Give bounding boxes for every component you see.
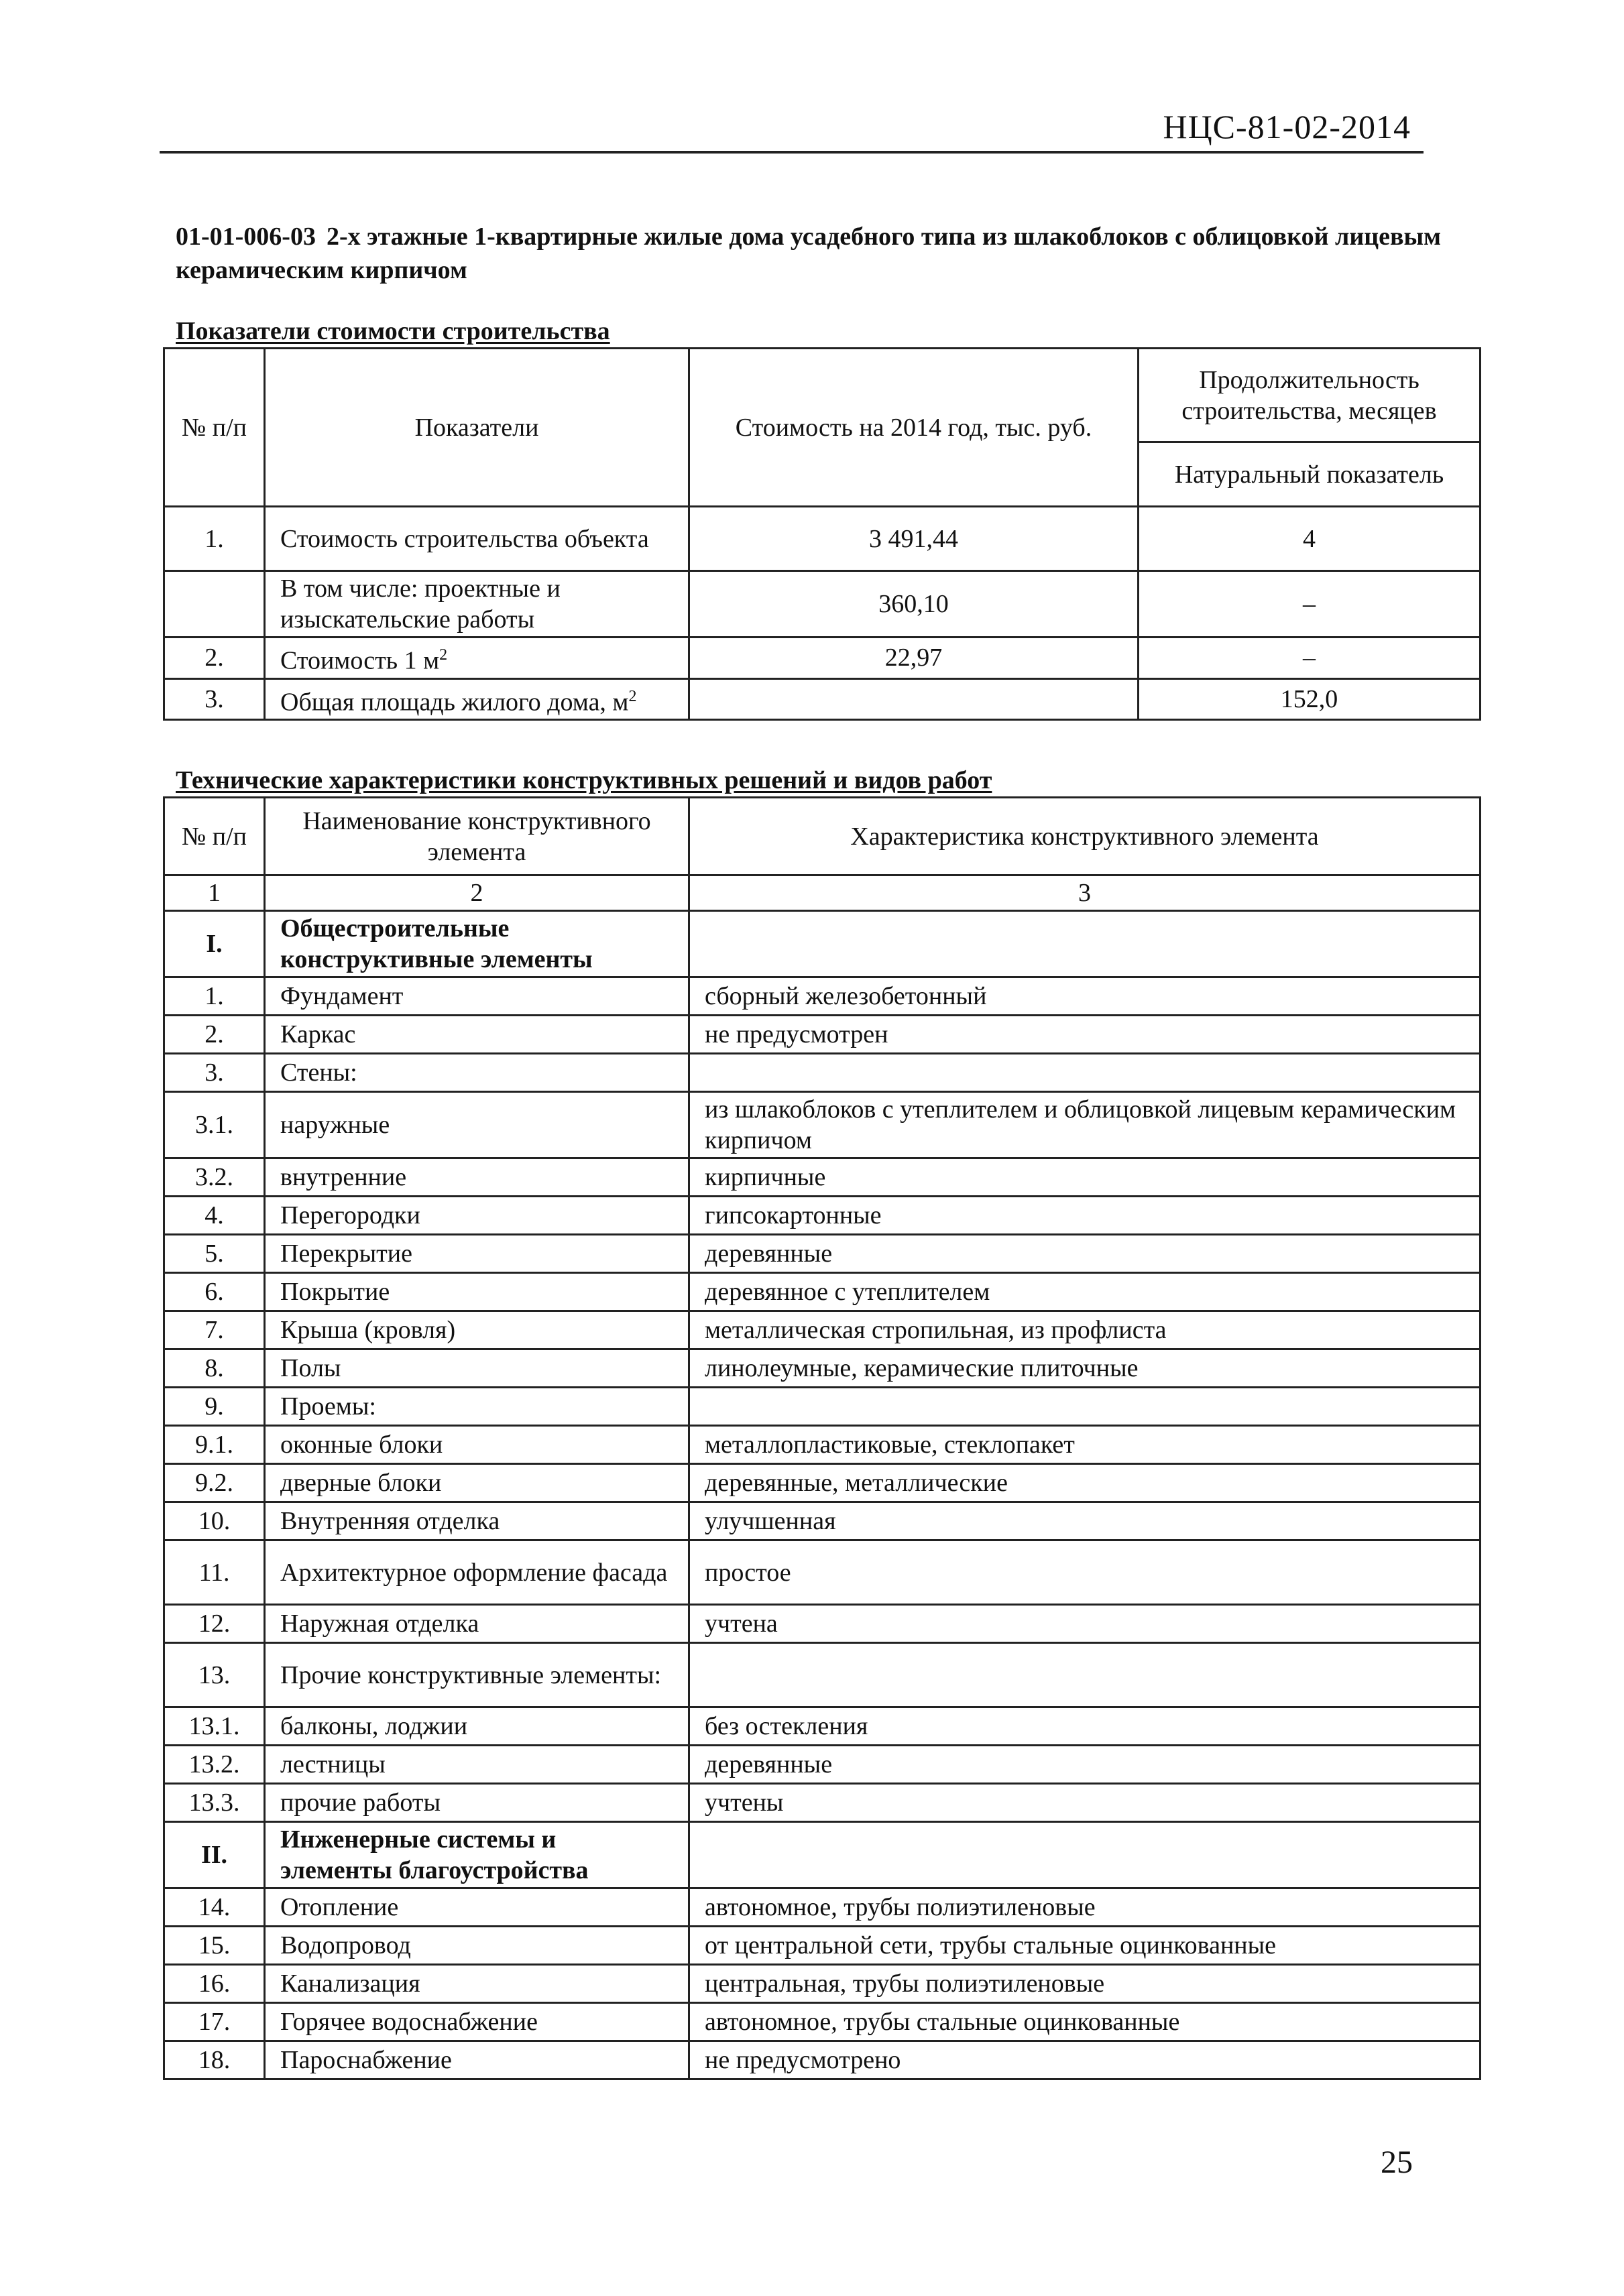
- row-num: [164, 507, 265, 571]
- row-indicator: [265, 571, 689, 638]
- row-num: [164, 1965, 265, 2003]
- tech-row: [164, 1927, 1481, 1965]
- row-num-text: 9.2.: [195, 1469, 233, 1497]
- row-num: [164, 1888, 265, 1927]
- row-num: [164, 1540, 265, 1605]
- row-num: [164, 1927, 265, 1965]
- row-cost-text: 22,97: [884, 644, 943, 672]
- tech-section-title: Технические характеристики конструктивных решений и видов работ: [176, 766, 992, 794]
- tech-row: [164, 1092, 1481, 1158]
- row-characteristic-text: автономное, трубы полиэтиленовые: [705, 1893, 1096, 1921]
- row-indicator-text: Стоимость строительства объекта: [280, 524, 649, 553]
- row-num: [164, 638, 265, 679]
- row-element: [265, 2003, 689, 2041]
- header-duration: Продолжительность строительства, месяцев: [1139, 349, 1481, 442]
- row-cost-text: 360,10: [878, 590, 949, 618]
- row-characteristic: [689, 1927, 1481, 1965]
- row-element-text: Покрытие: [280, 1278, 390, 1306]
- row-characteristic: [689, 1388, 1481, 1426]
- row-num-text: 11.: [198, 1558, 230, 1587]
- row-characteristic: [689, 1822, 1481, 1888]
- row-num-text: 12.: [198, 1610, 231, 1638]
- row-num: [164, 1784, 265, 1822]
- row-element: [265, 1965, 689, 2003]
- row-natural-value-text: 152,0: [1280, 684, 1338, 713]
- row-num: [164, 2041, 265, 2079]
- row-characteristic-text: центральная, трубы полиэтиленовые: [705, 1970, 1105, 1998]
- row-num-text: 6.: [205, 1278, 224, 1306]
- row-num-text: 9.: [205, 1392, 224, 1421]
- row-num-text: 13.3.: [188, 1789, 240, 1817]
- row-element: [265, 1888, 689, 1927]
- row-num-text: 15.: [198, 1931, 231, 1959]
- row-characteristic: [689, 1235, 1481, 1273]
- row-characteristic-text: без остекления: [705, 1712, 868, 1740]
- row-natural-value-text: –: [1303, 644, 1316, 672]
- row-element: [265, 1784, 689, 1822]
- row-characteristic-text: сборный железобетонный: [705, 982, 987, 1010]
- cost-row: [164, 678, 1481, 720]
- row-characteristic-text: деревянные: [705, 1750, 833, 1778]
- row-num: [164, 1643, 265, 1707]
- document-code: НЦС-81-02-2014: [1163, 108, 1411, 145]
- row-num: [164, 1311, 265, 1349]
- row-characteristic-text: линолеумные, керамические плиточные: [705, 1354, 1139, 1382]
- cost-table: [163, 347, 1481, 721]
- row-num-text: 10.: [198, 1507, 231, 1535]
- row-element: [265, 1235, 689, 1273]
- header-cost: Стоимость на 2014 год, тыс. руб.: [689, 349, 1139, 507]
- tech-row: [164, 1707, 1481, 1746]
- row-indicator-text: Общая площадь жилого дома, м: [280, 688, 629, 717]
- row-indicator-text: В том числе: проектные и изыскательские работы: [280, 575, 561, 633]
- row-characteristic: [689, 1016, 1481, 1054]
- row-natural-value: [1139, 507, 1481, 571]
- tech-row: [164, 1540, 1481, 1605]
- tech-row: [164, 1016, 1481, 1054]
- row-characteristic: [689, 1965, 1481, 2003]
- tech-row: [164, 1822, 1481, 1888]
- row-indicator-text: Стоимость 1 м: [280, 646, 440, 675]
- row-element-text: Проемы:: [280, 1392, 376, 1421]
- row-indicator: [265, 678, 689, 720]
- row-element-text: Наружная отделка: [280, 1610, 479, 1638]
- tech-row: [164, 977, 1481, 1016]
- row-element: [265, 1746, 689, 1784]
- row-element: [265, 1158, 689, 1197]
- tech-row: [164, 1273, 1481, 1311]
- cost-table-body: [164, 349, 1481, 720]
- row-element: [265, 1540, 689, 1605]
- column-number: 3: [689, 875, 1481, 911]
- row-element: [265, 1016, 689, 1054]
- row-num-text: 1.: [205, 524, 224, 553]
- row-element: [265, 1197, 689, 1235]
- row-characteristic-text: простое: [705, 1558, 791, 1587]
- row-element: [265, 1464, 689, 1502]
- column-number: 2: [265, 875, 689, 911]
- row-element-text: Инженерные системы и элементы благоустройства: [280, 1825, 589, 1884]
- tech-row: [164, 911, 1481, 977]
- row-num: [164, 1054, 265, 1092]
- row-num: [164, 678, 265, 720]
- row-characteristic-text: не предусмотрен: [705, 1020, 888, 1048]
- row-characteristic: [689, 1540, 1481, 1605]
- row-element-text: Крыша (кровля): [280, 1316, 456, 1344]
- title-text: 2-х этажные 1-квартирные жилые дома усадебного типа из шлакоблоков с облицовкой лицевым керамическим кирпичом: [176, 223, 1442, 284]
- tech-row: [164, 1158, 1481, 1197]
- page-number: 25: [1381, 2144, 1413, 2180]
- row-indicator: [265, 507, 689, 571]
- row-num: [164, 1426, 265, 1464]
- row-characteristic: [689, 1158, 1481, 1197]
- row-element-text: дверные блоки: [280, 1469, 442, 1497]
- row-characteristic: [689, 1273, 1481, 1311]
- row-num: [164, 571, 265, 638]
- tech-header-row: [164, 798, 1481, 875]
- row-num-text: 13.2.: [188, 1750, 240, 1778]
- row-characteristic-text: гипсокартонные: [705, 1201, 882, 1229]
- tech-row: [164, 1502, 1481, 1540]
- row-characteristic-text: деревянные, металлические: [705, 1469, 1008, 1497]
- row-element: [265, 1502, 689, 1540]
- row-characteristic-text: автономное, трубы стальные оцинкованные: [705, 2008, 1180, 2036]
- row-num-text: 3.1.: [195, 1111, 233, 1139]
- row-indicator: [265, 638, 689, 679]
- header-characteristic: Характеристика конструктивного элемента: [689, 798, 1481, 875]
- row-element-text: прочие работы: [280, 1789, 441, 1817]
- row-element: [265, 1388, 689, 1426]
- row-element-text: Прочие конструктивные элементы:: [280, 1660, 662, 1689]
- row-characteristic: [689, 1643, 1481, 1707]
- row-cost: [689, 638, 1139, 679]
- row-cost: [689, 678, 1139, 720]
- tech-row: [164, 1746, 1481, 1784]
- row-element-text: Фундамент: [280, 982, 404, 1010]
- header-indicator: Показатели: [265, 349, 689, 507]
- row-element-text: оконные блоки: [280, 1431, 443, 1459]
- row-num: [164, 1349, 265, 1388]
- row-element: [265, 1311, 689, 1349]
- row-characteristic: [689, 1197, 1481, 1235]
- row-element: [265, 911, 689, 977]
- row-characteristic-text: металлопластиковые, стеклопакет: [705, 1431, 1075, 1459]
- row-element-text: Перегородки: [280, 1201, 420, 1229]
- tech-row: [164, 1426, 1481, 1464]
- row-natural-value: [1139, 678, 1481, 720]
- row-num: [164, 977, 265, 1016]
- row-characteristic: [689, 1746, 1481, 1784]
- row-num-text: 14.: [198, 1893, 231, 1921]
- tech-row: [164, 1605, 1481, 1643]
- row-num-text: 3.: [205, 684, 224, 713]
- row-num: [164, 1197, 265, 1235]
- row-element-text: Пароснабжение: [280, 2046, 452, 2074]
- row-element: [265, 1273, 689, 1311]
- row-num-text: 18.: [198, 2046, 231, 2074]
- row-characteristic-text: деревянное с утеплителем: [705, 1278, 990, 1306]
- tech-row: [164, 1235, 1481, 1273]
- row-element: [265, 1605, 689, 1643]
- row-characteristic-text: деревянные: [705, 1240, 833, 1268]
- row-characteristic: [689, 977, 1481, 1016]
- row-characteristic-text: не предусмотрено: [705, 2046, 901, 2074]
- row-characteristic: [689, 2041, 1481, 2079]
- document-title: [176, 220, 1450, 287]
- row-element: [265, 2041, 689, 2079]
- row-cost: [689, 571, 1139, 638]
- row-element-text: внутренние: [280, 1163, 407, 1191]
- tech-column-number-row: [164, 875, 1481, 911]
- tech-row: [164, 1388, 1481, 1426]
- row-natural-value-text: 4: [1303, 524, 1316, 553]
- row-characteristic: [689, 1464, 1481, 1502]
- header-element: Наименование конструктивного элемента: [265, 798, 689, 875]
- row-element-text: Внутренняя отделка: [280, 1507, 500, 1535]
- row-cost: [689, 507, 1139, 571]
- row-element: [265, 1054, 689, 1092]
- row-element-text: Полы: [280, 1354, 341, 1382]
- row-num: [164, 1707, 265, 1746]
- row-num-text: 9.1.: [195, 1431, 233, 1459]
- row-num-text: 16.: [198, 1970, 231, 1998]
- row-num-text: 3.2.: [195, 1163, 233, 1191]
- row-num: [164, 1158, 265, 1197]
- row-characteristic: [689, 1426, 1481, 1464]
- row-natural-value: [1139, 571, 1481, 638]
- row-characteristic-text: из шлакоблоков с утеплителем и облицовкой лицевым керамическим кирпичом: [705, 1095, 1456, 1154]
- tech-row: [164, 1784, 1481, 1822]
- row-characteristic-text: кирпичные: [705, 1163, 826, 1191]
- row-element-text: Водопровод: [280, 1931, 411, 1959]
- row-element-text: наружные: [280, 1111, 390, 1139]
- cost-header-row: [164, 349, 1481, 442]
- row-characteristic-text: учтена: [705, 1610, 778, 1638]
- row-characteristic-text: улучшенная: [705, 1507, 836, 1535]
- row-element-text: Отопление: [280, 1893, 399, 1921]
- row-num-text: 17.: [198, 2008, 231, 2036]
- row-num: [164, 1464, 265, 1502]
- cost-row: [164, 507, 1481, 571]
- row-element: [265, 1707, 689, 1746]
- tech-row: [164, 1643, 1481, 1707]
- row-characteristic-text: от центральной сети, трубы стальные оцинкованные: [705, 1931, 1277, 1959]
- row-characteristic: [689, 1349, 1481, 1388]
- row-num-text: II.: [200, 1841, 228, 1869]
- row-num-text: 2.: [205, 1020, 224, 1048]
- header-natural: Натуральный показатель: [1139, 442, 1481, 507]
- row-characteristic: [689, 2003, 1481, 2041]
- row-num: [164, 1235, 265, 1273]
- row-element: [265, 1643, 689, 1707]
- column-number: 1: [164, 875, 265, 911]
- row-natural-value: [1139, 638, 1481, 679]
- row-characteristic: [689, 1707, 1481, 1746]
- row-num-text: 7.: [205, 1316, 224, 1344]
- row-cost-text: 3 491,44: [869, 524, 958, 553]
- cost-section-title: Показатели стоимости строительства: [176, 317, 610, 345]
- row-num: [164, 1092, 265, 1158]
- superscript: 2: [439, 646, 448, 664]
- tech-table-body: [164, 798, 1481, 2079]
- row-num-text: I.: [206, 930, 223, 958]
- header-rule: [160, 151, 1424, 154]
- tech-row: [164, 1054, 1481, 1092]
- row-num: [164, 2003, 265, 2041]
- row-characteristic: [689, 1311, 1481, 1349]
- tech-row: [164, 1349, 1481, 1388]
- row-num: [164, 1388, 265, 1426]
- row-num: [164, 1273, 265, 1311]
- row-num-text: 13.1.: [188, 1712, 240, 1740]
- row-characteristic-text: учтены: [705, 1789, 784, 1817]
- superscript: 2: [628, 687, 637, 705]
- row-element-text: Канализация: [280, 1970, 420, 1998]
- tech-row: [164, 1965, 1481, 2003]
- tech-row: [164, 1197, 1481, 1235]
- row-num-text: 3.: [205, 1059, 224, 1087]
- row-characteristic: [689, 1784, 1481, 1822]
- row-num: [164, 1016, 265, 1054]
- header-num: № п/п: [164, 798, 265, 875]
- row-natural-value-text: –: [1303, 590, 1316, 618]
- row-element-text: балконы, лоджии: [280, 1712, 468, 1740]
- row-num: [164, 1746, 265, 1784]
- row-element-text: Общестроительные конструктивные элементы: [280, 914, 593, 973]
- tech-table: [163, 796, 1481, 2080]
- row-characteristic: [689, 1054, 1481, 1092]
- tech-row: [164, 2041, 1481, 2079]
- row-characteristic: [689, 1888, 1481, 1927]
- row-element: [265, 1426, 689, 1464]
- row-element-text: лестницы: [280, 1750, 386, 1778]
- row-characteristic: [689, 911, 1481, 977]
- row-element-text: Стены:: [280, 1059, 357, 1087]
- row-characteristic-text: металлическая стропильная, из профлиста: [705, 1316, 1167, 1344]
- row-element-text: Перекрытие: [280, 1240, 412, 1268]
- row-num-text: 1.: [205, 982, 224, 1010]
- cost-row: [164, 638, 1481, 679]
- row-element-text: Каркас: [280, 1020, 356, 1048]
- row-num: [164, 911, 265, 977]
- tech-row: [164, 2003, 1481, 2041]
- row-num-text: 4.: [205, 1201, 224, 1229]
- row-num-text: 13.: [198, 1660, 231, 1689]
- row-element: [265, 1927, 689, 1965]
- row-element-text: Архитектурное оформление фасада: [280, 1558, 668, 1587]
- row-num-text: 2.: [205, 644, 224, 672]
- row-num: [164, 1605, 265, 1643]
- row-element: [265, 977, 689, 1016]
- row-num: [164, 1502, 265, 1540]
- row-characteristic: [689, 1605, 1481, 1643]
- row-characteristic: [689, 1502, 1481, 1540]
- row-element: [265, 1822, 689, 1888]
- row-num: [164, 1822, 265, 1888]
- tech-row: [164, 1311, 1481, 1349]
- tech-row: [164, 1464, 1481, 1502]
- title-code: 01-01-006-03: [176, 223, 316, 251]
- tech-row: [164, 1888, 1481, 1927]
- header-num: № п/п: [164, 349, 265, 507]
- row-element-text: Горячее водоснабжение: [280, 2008, 538, 2036]
- row-element: [265, 1092, 689, 1158]
- cost-row: [164, 571, 1481, 638]
- row-num-text: 5.: [205, 1240, 224, 1268]
- row-num-text: 8.: [205, 1354, 224, 1382]
- row-element: [265, 1349, 689, 1388]
- row-characteristic: [689, 1092, 1481, 1158]
